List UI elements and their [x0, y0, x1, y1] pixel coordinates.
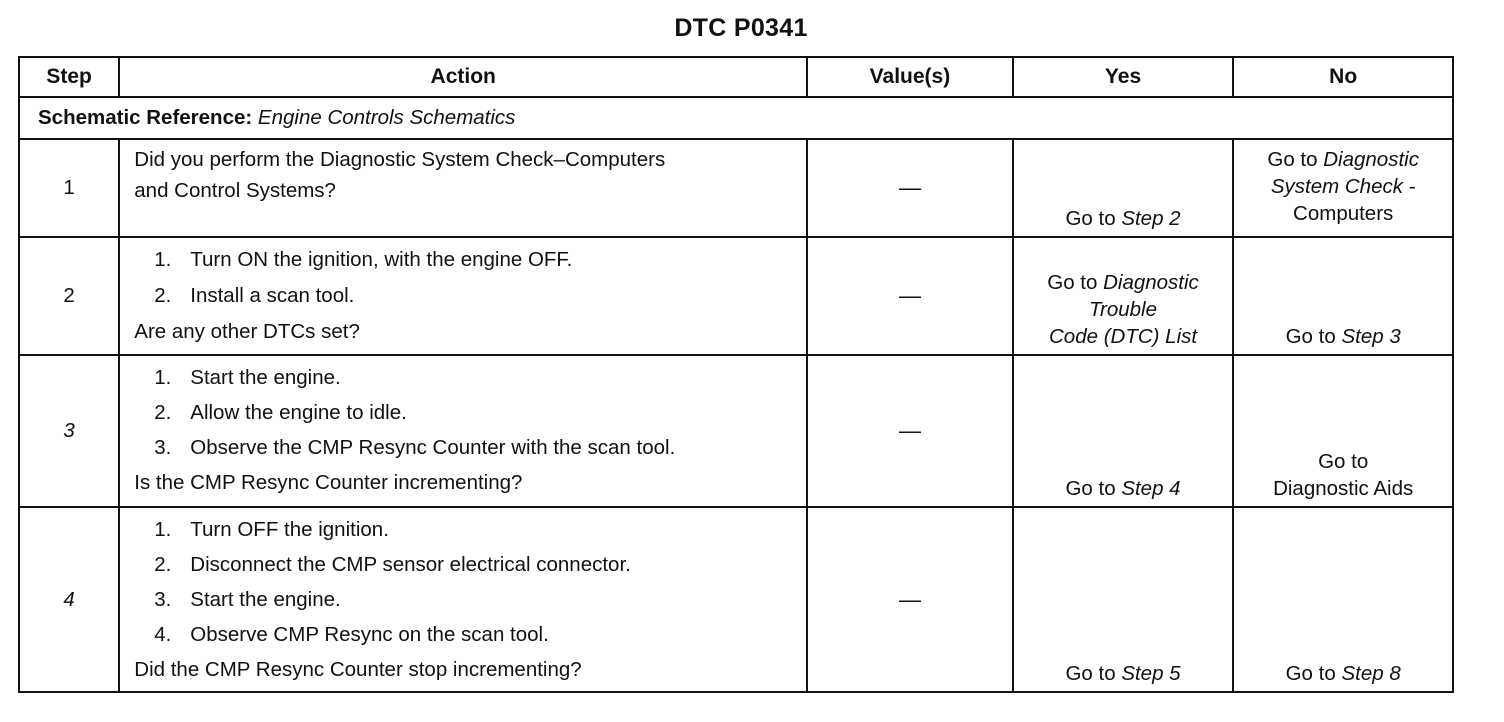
action-item — [134, 395, 794, 430]
step-number: 1 — [19, 139, 119, 237]
no-prefix: Go to — [1267, 148, 1324, 171]
no-cell — [1233, 355, 1453, 507]
value-cell: — — [807, 507, 1013, 692]
header-values: Value(s) — [807, 57, 1013, 97]
action-item — [134, 617, 794, 652]
yes-cell — [1013, 355, 1234, 507]
item-number: 4. — [154, 623, 172, 646]
table-row — [19, 507, 1453, 692]
value-cell: — — [807, 237, 1013, 355]
schematic-reference-link[interactable]: Engine Controls Schematics — [257, 106, 516, 129]
step-number: 3 — [19, 355, 119, 507]
action-item — [134, 512, 794, 547]
yes-cell — [1013, 237, 1234, 355]
action-item — [134, 547, 794, 582]
yes-prefix: Go to — [1065, 662, 1122, 685]
header-action: Action — [119, 57, 807, 97]
schematic-reference — [19, 97, 1453, 139]
header-no: No — [1233, 57, 1453, 97]
action-cell — [119, 237, 807, 355]
yes-prefix: Go to — [1047, 271, 1104, 294]
header-step: Step — [19, 57, 119, 97]
header-yes: Yes — [1013, 57, 1234, 97]
no-link[interactable]: System Check - — [1270, 175, 1416, 198]
yes-link[interactable]: Step 2 — [1121, 207, 1181, 230]
no-cell — [1233, 139, 1453, 237]
yes-prefix: Go to — [1065, 207, 1122, 230]
item-number: 3. — [154, 588, 172, 611]
table-row — [19, 139, 1453, 237]
item-number: 1. — [154, 366, 172, 389]
no-cell — [1233, 507, 1453, 692]
item-text: Start the engine. — [190, 366, 341, 389]
item-number: 1. — [154, 518, 172, 541]
yes-link[interactable]: Step 4 — [1121, 477, 1181, 500]
no-cell — [1233, 237, 1453, 355]
header-row — [19, 57, 1453, 97]
no-prefix: Go to — [1285, 325, 1342, 348]
no-link[interactable]: Diagnostic Aids — [1273, 477, 1414, 500]
no-text: Go to — [1318, 450, 1369, 473]
item-text: Start the engine. — [190, 588, 341, 611]
action-line: and Control Systems? — [134, 179, 336, 202]
item-text: Observe CMP Resync on the scan tool. — [190, 623, 549, 646]
action-item — [134, 582, 794, 617]
item-number: 1. — [154, 248, 172, 271]
action-item — [134, 430, 794, 465]
action-item — [134, 242, 794, 278]
action-question: Did the CMP Resync Counter stop incrementing? — [134, 658, 582, 681]
yes-link[interactable]: Code (DTC) List — [1048, 325, 1198, 348]
item-text: Disconnect the CMP sensor electrical connector. — [190, 553, 631, 576]
action-item — [134, 278, 794, 314]
no-link[interactable]: Step 3 — [1341, 325, 1401, 348]
schematic-reference-row — [19, 97, 1453, 139]
page-title: DTC P0341 — [674, 14, 808, 42]
yes-link[interactable]: Diagnostic — [1103, 271, 1199, 294]
table-row — [19, 237, 1453, 355]
no-link[interactable]: Diagnostic — [1323, 148, 1419, 171]
action-question: Is the CMP Resync Counter incrementing? — [134, 471, 523, 494]
no-link[interactable]: Step 8 — [1341, 662, 1401, 685]
step-number: 2 — [19, 237, 119, 355]
yes-cell — [1013, 507, 1234, 692]
item-number: 2. — [154, 401, 172, 424]
yes-link[interactable]: Trouble — [1089, 298, 1158, 321]
no-suffix: Computers — [1293, 202, 1394, 225]
schematic-reference-label: Schematic Reference: — [38, 106, 253, 129]
action-item — [134, 360, 794, 395]
yes-cell — [1013, 139, 1234, 237]
item-text: Turn OFF the ignition. — [190, 518, 389, 541]
item-number: 3. — [154, 436, 172, 459]
item-text: Allow the engine to idle. — [190, 401, 407, 424]
item-text: Install a scan tool. — [190, 284, 355, 307]
item-text: Turn ON the ignition, with the engine OFF. — [190, 248, 573, 271]
action-cell — [119, 507, 807, 692]
value-cell: — — [807, 355, 1013, 507]
table-row — [19, 355, 1453, 507]
item-number: 2. — [154, 553, 172, 576]
step-number: 4 — [19, 507, 119, 692]
action-line: Did you perform the Diagnostic System Check–Computers — [134, 148, 666, 171]
yes-link[interactable]: Step 5 — [1121, 662, 1181, 685]
action-cell — [119, 355, 807, 507]
action-question: Are any other DTCs set? — [134, 320, 360, 343]
no-prefix: Go to — [1285, 662, 1342, 685]
diagnostic-table — [18, 56, 1454, 693]
item-number: 2. — [154, 284, 172, 307]
item-text: Observe the CMP Resync Counter with the scan tool. — [190, 436, 676, 459]
action-cell — [119, 139, 807, 237]
value-cell: — — [807, 139, 1013, 237]
yes-prefix: Go to — [1065, 477, 1122, 500]
